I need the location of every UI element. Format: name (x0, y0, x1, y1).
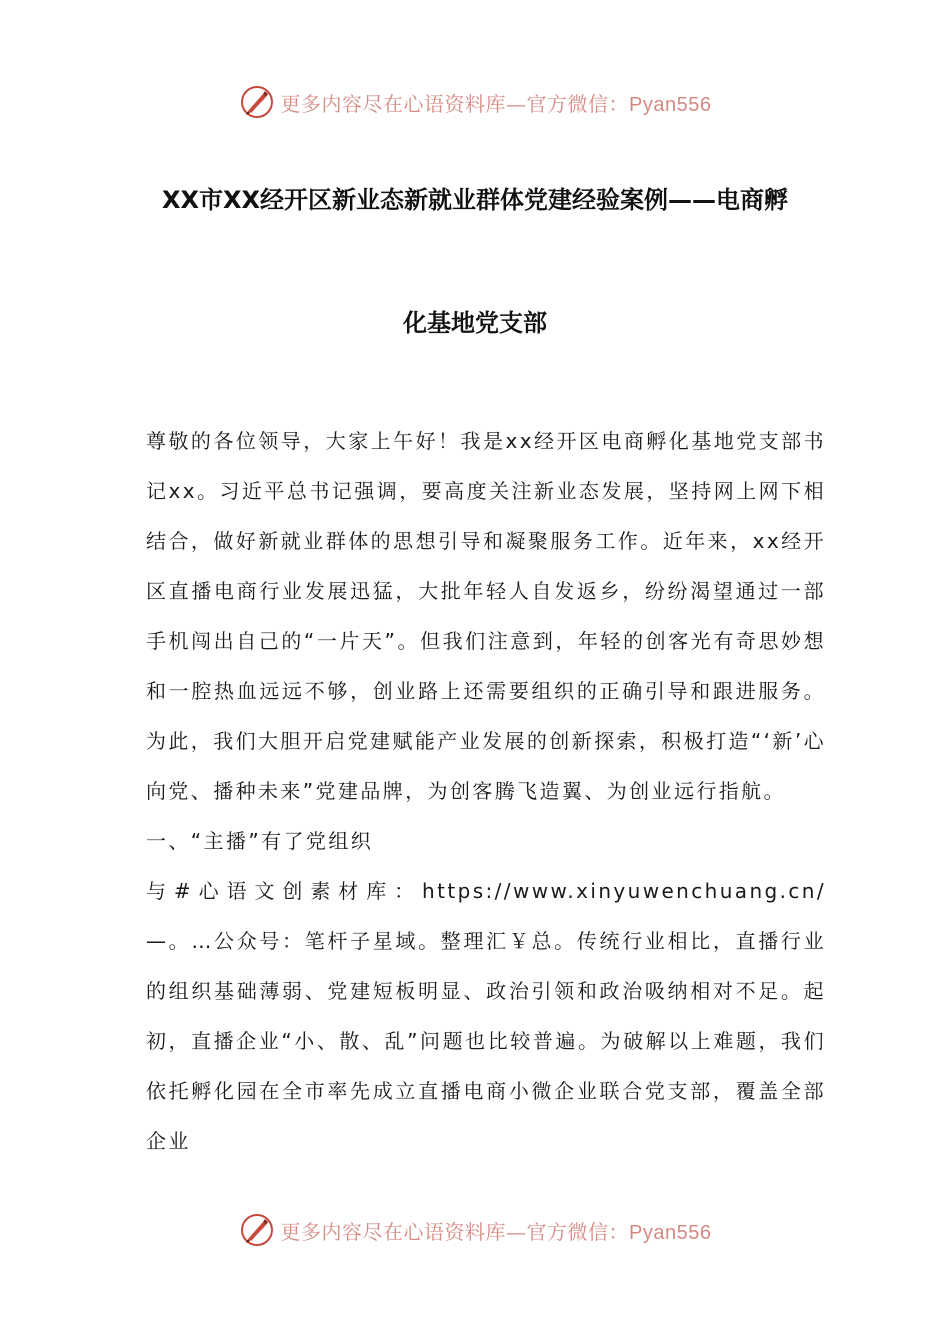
header-watermark-banner (0, 80, 950, 124)
document-title-line-2: 化基地党支部 (403, 309, 547, 337)
document-title-line-1: XX市XX经开区新业态新就业群体党建经验案例——电商孵 (161, 186, 788, 214)
document-body (146, 416, 826, 1166)
banner-text: 更多内容尽在心语资料库—官方微信：Pyan556 (280, 1219, 712, 1244)
pen-logo-icon (239, 1212, 275, 1248)
pen-logo-icon (239, 84, 275, 120)
wechat-id: Pyan556 (629, 1221, 712, 1244)
paragraph-intro: 尊敬的各位领导，大家上午好！我是xx经开区电商孵化基地党支部书记xx。习近平总书记强调，要高度关注新业态发展，坚持网上网下相结合，做好新就业群体的思想引导和凝聚服务工作。近年来，xx经开区直播电商行业发展迅猛，大批年轻人自发返乡，纷纷渴望通过一部手机闯出自己的“一片天”。但我们注意到，年轻的创客光有奇思妙想和一腔热血远远不够，创业路上还需要组织的正确引导和跟进服务。为此，我们大胆开启党建赋能产业发展的创新探索，积极打造“‘新’心向党、播种未来”党建品牌，为创客腾飞造翼、为创业远行指航。 (146, 429, 826, 803)
wechat-id: Pyan556 (629, 93, 712, 116)
paragraph-section-1: 与#心语文创素材库：https://www.xinyuwenchuang.cn/—。…公众号：笔杆子星域。整理汇￥总。传统行业相比，直播行业的组织基础薄弱、党建短板明显、政治引领和政治吸纳相对不足。起初，直播企业“小、散、乱”问题也比较普遍。为破解以上难题，我们依托孵化园在全市率先成立直播电商小微企业联合党支部，覆盖全部企业 (146, 879, 826, 1153)
footer-watermark-banner (0, 1208, 950, 1252)
section-heading: 一、“主播”有了党组织 (146, 829, 374, 853)
banner-text: 更多内容尽在心语资料库—官方微信：Pyan556 (280, 91, 712, 116)
